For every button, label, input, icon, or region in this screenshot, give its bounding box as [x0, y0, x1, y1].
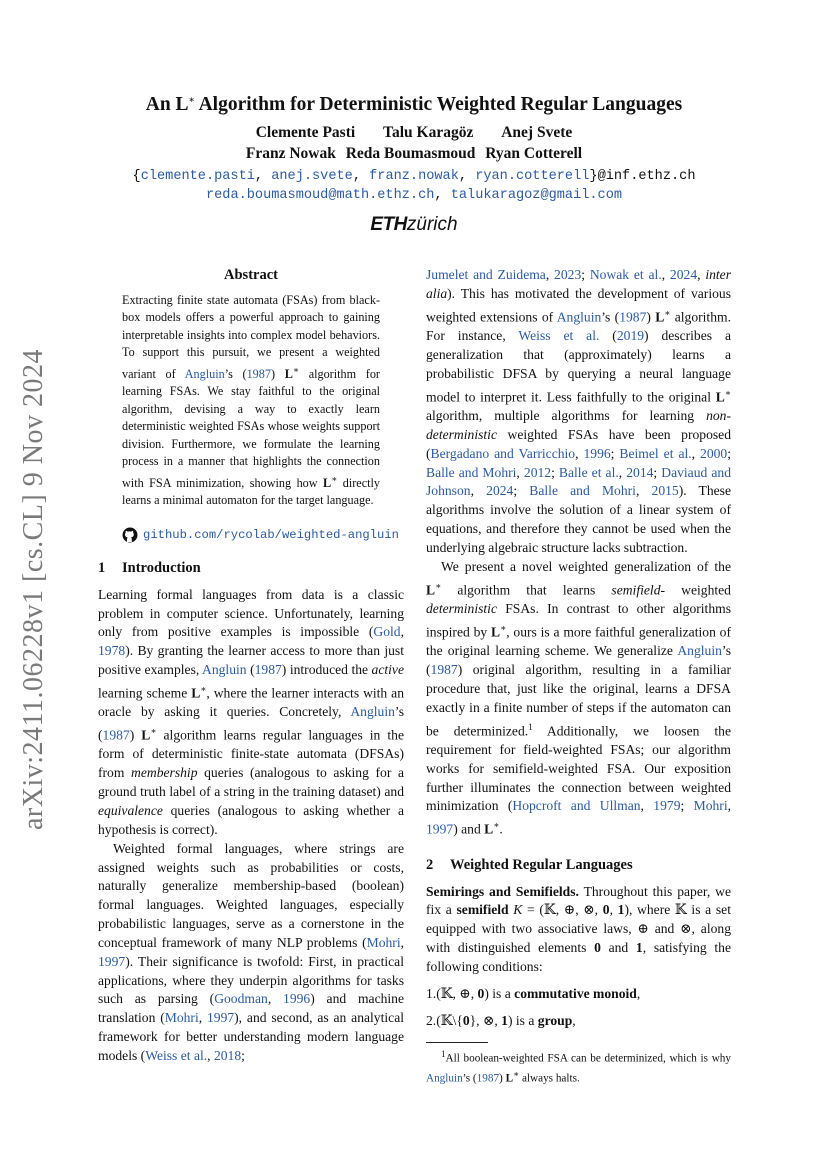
condition-1: 1.(𝕂, ⊕, 0) is a commutative monoid,	[426, 985, 641, 1001]
arxiv-identifier-stamp: arXiv:2411.06228v1 [cs.CL] 9 Nov 2024	[18, 349, 49, 830]
right-column	[426, 266, 731, 1087]
email-link[interactable]: anej.svete	[271, 169, 353, 184]
emails-line-1: {clemente.pasti, anej.svete, franz.nowak, ryan.cotterell}@inf.ethz.ch	[132, 169, 696, 184]
section-heading-introduction: 1 Introduction	[98, 559, 201, 576]
condition-2: 2.(𝕂\{0}, ⊗, 1) is a group,	[426, 1012, 576, 1028]
author-name: Anej Svete	[501, 124, 573, 141]
intro-paragraph-2: Weighted formal languages, where strings are assigned weights such as probabilities or costs, naturally generalize membership-based (boolean) formal languages. Weighted languages, especially probabilistic languages, serve as a cornerstone in the conceptual framework of many NLP problems (Mohri, 1997). Their significance is twofold: First, in practical applications, where they underpin algorithms for tasks such as parsing (Goodman, 1996) and machine translation (Mohri, 1997), and second, as an analytical framework for better understanding modern language models (Weiss et al., 2018;	[98, 840, 405, 1063]
email-link[interactable]: franz.nowak	[369, 169, 459, 184]
author-name: Clemente Pasti	[255, 124, 356, 141]
email-link[interactable]: clemente.pasti	[140, 169, 255, 184]
title-block	[0, 94, 828, 236]
authors-line-2	[0, 145, 828, 163]
github-code-link[interactable]	[98, 526, 404, 545]
abstract-heading: Abstract	[224, 267, 278, 283]
section-heading-weighted-regular-languages: 2 Weighted Regular Languages	[426, 856, 633, 873]
left-column	[98, 266, 404, 1066]
author-name: Reda Boumasmoud	[345, 145, 476, 162]
intro-paragraph-3: We present a novel weighted generalization of the L∗ algorithm that learns semifield- weighted deterministic FSAs. In contrast to other algorithms inspired by L∗, ours is a more faithful generalization of the original learning scheme. We generalize Angluin’s (1987) original algorithm, resulting in a familiar procedure that, just like the original, learns a DFSA exactly in a finite number of steps if the automaton can be determinized.$^1$ Additionally, we loosen the requirement for field-weighted FSAs; our algorithm works for semifield-weighted FSA. Our exposition further illuminates the connection between weighted minimization (Hopcroft and Ullman, 1979; Mohri, 1997) and L∗.	[426, 558, 731, 837]
eth-zurich-logo: ETHzürich	[370, 214, 458, 235]
email-link[interactable]: ryan.cotterell	[475, 169, 590, 184]
github-icon	[122, 527, 138, 543]
intro-paragraph-1: Learning formal languages from data is a classic problem in computer science. Unfortunately, learning only from positive examples is impossible (Gold, 1978). By granting the learner access to more than just positive examples, Angluin (1987) introduced the active learning scheme L∗, where the learner interacts with an oracle by asking it queries. Concretely, Angluin’s (1987) L∗ algorithm learns regular languages in the form of deterministic finite-state automata (DFSAs) from membership queries (analogous to asking for a ground truth label of a string in the training dataset) and equivalence queries (analogous to asking whether a hypothesis is correct).	[98, 586, 404, 837]
abstract-body: Extracting finite state automata (FSAs) from black-box models offers a powerful approach to gaining interpretable insights into complex model behaviors. To support this pursuit, we present a weighted variant of Angluin’s (1987) L∗ algorithm for learning FSAs. We stay faithful to the original algorithm, devising a way to exactly learn deterministic weighted FSAs whose weights support division. Furthermore, we formulate the learning process in a manner that highlights the connection with FSA minimization, showing how L∗ directly learns a minimal automaton for the target language.	[122, 292, 380, 508]
email-link[interactable]: talukaragoz@gmail.com	[450, 188, 623, 203]
author-name: Franz Nowak	[245, 145, 336, 162]
author-name: Ryan Cotterell	[485, 145, 583, 162]
author-name: Talu Karagöz	[383, 124, 474, 141]
email-domain: }@inf.ethz.ch	[589, 169, 696, 184]
emails-line-2: reda.boumasmoud@math.ethz.ch, talukaragoz@gmail.com	[205, 188, 623, 203]
email-link[interactable]: reda.boumasmoud@math.ethz.ch	[205, 188, 435, 203]
footnote-divider	[426, 1042, 488, 1043]
github-url[interactable]: github.com/rycolab/weighted-angluin	[143, 527, 399, 542]
intro-paragraph-2-continued: Jumelet and Zuidema, 2023; Nowak et al., 2024, inter alia). This has motivated the development of various weighted extensions of Angluin’s (1987) L∗ algorithm. For instance, Weiss et al. (2019) describes a generalization that (approximately) learns a probabilistic DFSA by querying a neural language model to interpret it. Less faithfully to the original L∗ algorithm, multiple algorithms for learning non-deterministic weighted FSAs have been proposed (Bergadano and Varricchio, 1996; Beimel et al., 2000; Balle and Mohri, 2012; Balle et al., 2014; Daviaud and Johnson, 2024; Balle and Mohri, 2015). These algorithms involve the solution of a linear system of equations, and therefore they cannot be used when the underlying algebraic structure lacks subtraction.	[426, 267, 732, 555]
semirings-paragraph: Semirings and Semifields. Throughout this paper, we fix a semifield K = (𝕂, ⊕, ⊗, 0, 1), where 𝕂 is a set equipped with two associative laws, ⊕ and ⊗, along with distinguished elements 0 and 1, satisfying the following conditions:	[426, 883, 731, 974]
footnote-1: $^1$All boolean-weighted FSA can be determinized, which is why Angluin’s (1987) L∗ always halts.	[426, 1049, 731, 1085]
authors-line-1	[0, 124, 828, 142]
paper-title: An L∗ Algorithm for Deterministic Weighted Regular Languages	[145, 94, 683, 115]
